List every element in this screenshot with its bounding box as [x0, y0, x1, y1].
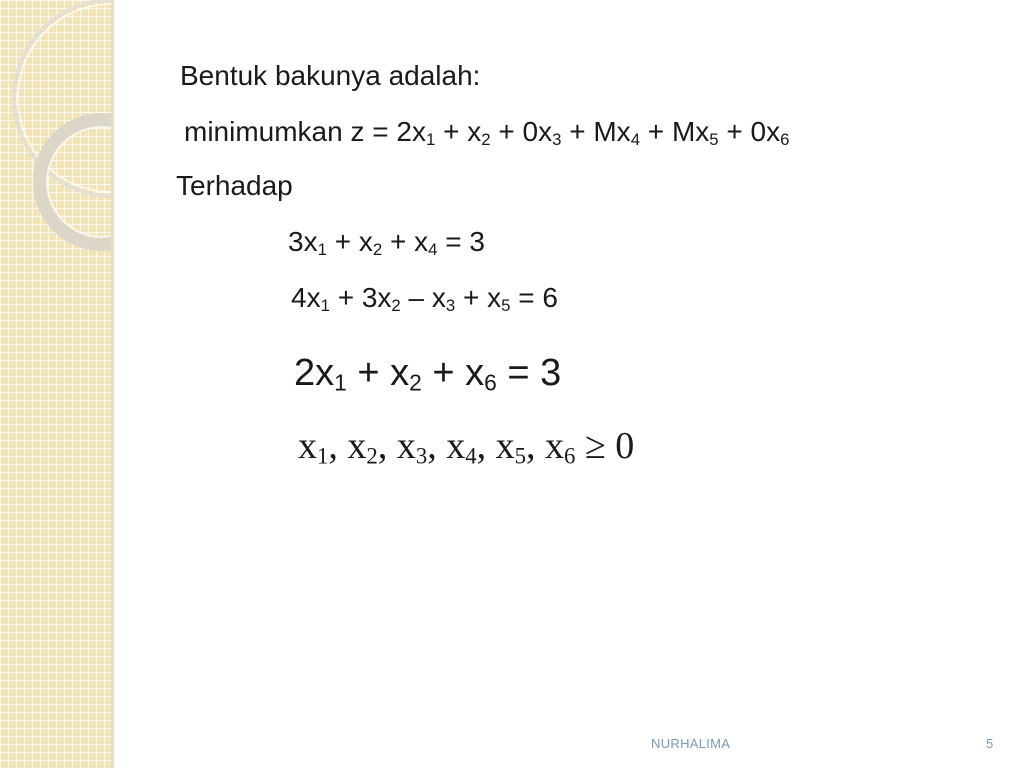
term-operator: + — [326, 226, 359, 257]
term-subscript: 5 — [709, 130, 719, 150]
term-operator: + — [561, 116, 594, 147]
term-variable: 0x — [750, 116, 781, 147]
objective-terms — [396, 116, 790, 150]
constraint-rhs: = 3 — [496, 352, 562, 394]
term-variable: x — [390, 352, 410, 394]
term-variable: x — [396, 425, 416, 467]
term-subscript: 1 — [334, 369, 347, 396]
term-variable: x — [347, 425, 367, 467]
term-operator: , — [526, 425, 546, 467]
term-variable: 0x — [522, 116, 553, 147]
term-subscript: 4 — [630, 130, 641, 150]
term-variable: x — [545, 425, 565, 467]
side-panel-edge — [111, 0, 114, 768]
term-operator: , — [377, 425, 397, 467]
term-variable: x — [487, 282, 502, 313]
constraint-3 — [294, 352, 561, 395]
constraint-rhs: ≥ 0 — [575, 425, 635, 467]
term-subscript: 3 — [552, 130, 562, 150]
term-variable: 3x — [288, 226, 318, 257]
term-operator: , — [476, 425, 496, 467]
term-subscript: 4 — [465, 443, 477, 469]
term-variable: 4x — [291, 282, 321, 313]
footer-author: NURHALIMA — [651, 736, 731, 751]
term-variable: Mx — [671, 116, 710, 147]
nonnegativity-constraint — [298, 424, 634, 468]
term-variable: x — [431, 282, 446, 313]
term-operator: + — [718, 116, 751, 147]
term-operator: + — [455, 282, 488, 313]
subject-to-label: Terhadap — [176, 170, 293, 201]
decorative-circles — [0, 0, 113, 260]
objective-function — [184, 116, 789, 148]
term-variable: x — [298, 425, 317, 467]
term-variable: x — [465, 352, 485, 394]
term-subscript: 2 — [391, 296, 401, 316]
term-operator: , — [328, 425, 348, 467]
term-subscript: 2 — [409, 369, 422, 396]
term-operator: + — [382, 226, 415, 257]
constraint-rhs: = 6 — [510, 282, 558, 313]
term-subscript: 3 — [445, 296, 456, 316]
term-subscript: 5 — [501, 296, 511, 316]
page-number: 5 — [986, 736, 994, 751]
term-subscript: 4 — [428, 240, 438, 260]
decorative-side-panel — [0, 0, 113, 768]
term-subscript: 2 — [481, 130, 491, 150]
term-operator: + — [421, 352, 466, 394]
term-variable: 3x — [361, 282, 392, 313]
term-subscript: 1 — [320, 296, 330, 316]
term-subscript: 5 — [514, 443, 527, 469]
constraint-1 — [288, 226, 485, 258]
term-subscript: 3 — [415, 443, 428, 469]
term-variable: 2x — [396, 116, 426, 147]
term-variable: x — [467, 116, 482, 147]
term-subscript: 6 — [564, 443, 576, 469]
term-operator: + — [346, 352, 391, 394]
term-variable: 2x — [294, 352, 335, 394]
constraint-2 — [291, 282, 558, 314]
objective-prefix: minimumkan z = — [184, 116, 397, 147]
term-variable: x — [495, 425, 515, 467]
term-variable: x — [414, 226, 429, 257]
term-subscript: 1 — [317, 240, 327, 260]
slide-heading: Bentuk bakunya adalah: — [180, 60, 481, 91]
term-operator: + — [640, 116, 672, 147]
term-operator: + — [329, 282, 362, 313]
term-variable: x — [446, 425, 466, 467]
term-variable: x — [358, 226, 373, 257]
term-subscript: 6 — [780, 130, 790, 150]
term-operator: – — [400, 282, 432, 313]
term-subscript: 1 — [317, 443, 329, 469]
term-subscript: 2 — [372, 240, 383, 260]
term-subscript: 6 — [484, 369, 497, 396]
term-operator: + — [435, 116, 468, 147]
constraint-rhs: = 3 — [437, 226, 485, 257]
term-subscript: 1 — [425, 130, 436, 150]
term-variable: Mx — [593, 116, 631, 147]
term-subscript: 2 — [366, 443, 378, 469]
term-operator: + — [490, 116, 523, 147]
term-operator: , — [427, 425, 447, 467]
